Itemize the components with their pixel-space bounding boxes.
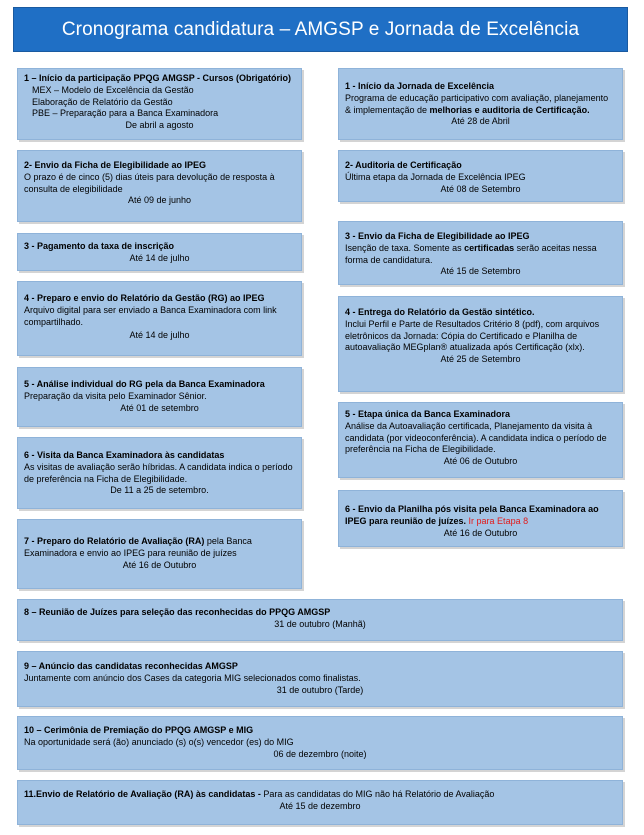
step-text	[345, 243, 616, 267]
step-line: MEX – Modelo de Excelência da Gestão	[32, 84, 194, 95]
right-step-3	[338, 221, 623, 285]
step-line: Elaboração de Relatório da Gestão	[32, 96, 173, 107]
step-heading: 4 - Preparo e envio do Relatório da Gestão (RG) ao IPEG	[24, 293, 265, 303]
step-date: 31 de outubro (Tarde)	[276, 684, 364, 695]
step-date: Até 01 de setembro	[120, 402, 199, 413]
step-text-part: Isenção de taxa. Somente as	[345, 242, 465, 253]
step-heading: 2- Auditoria de Certificação	[345, 160, 462, 170]
step-text	[24, 789, 616, 801]
step-heading: 8 – Reunião de Juízes para seleção das reconhecidas do PPQG AMGSP	[24, 607, 331, 617]
step-heading: 6 - Visita da Banca Examinadora às candidatas	[24, 450, 225, 460]
step-date: Até 16 de Outubro	[443, 527, 518, 538]
step-date: Até 15 de dezembro	[279, 800, 361, 811]
full-step-9	[17, 651, 623, 707]
left-step-1	[17, 68, 302, 140]
step-heading: 11.Envio de Relatório de Avaliação (RA) às candidatas -	[24, 789, 264, 799]
step-heading: 10 – Cerimônia de Premiação do PPQG AMGSP e MIG	[24, 725, 254, 735]
page-title-bar	[13, 7, 628, 52]
step-date: Até 25 de Setembro	[440, 354, 521, 365]
right-step-6	[338, 490, 623, 547]
left-step-4	[17, 281, 302, 356]
step-date: De 11 a 25 de setembro.	[110, 485, 209, 496]
step-text: Arquivo digital para ser enviado a Banca Examinadora com link compartilhado.	[24, 304, 277, 327]
step-line: PBE – Preparação para a Banca Examinadora	[32, 108, 219, 119]
step-date: Até 06 de Outubro	[443, 456, 518, 467]
step-text: Inclui Perfil e Parte de Resultados Critério 8 (pdf), com arquivos eletrônicos da Jornada: Cópia do Certificado e Planilha de autoavaliação MEGplan® atualizada após Certificação (xlx).	[345, 318, 600, 353]
step-heading: 4 - Entrega do Relatório da Gestão sintético.	[345, 307, 535, 317]
step-text: As visitas de avaliação serão híbridas. A candidata indica o período de preferência na Ficha de Elegibilidade.	[24, 461, 293, 484]
step-date: 06 de dezembro (noite)	[273, 748, 367, 759]
left-step-3	[17, 233, 302, 271]
left-step-6	[17, 437, 302, 509]
step-heading-rest: Para as candidatas do MIG não há Relatório de Avaliação	[263, 789, 495, 799]
right-step-2	[338, 150, 623, 202]
step-heading: 3 - Pagamento da taxa de inscrição	[24, 241, 175, 251]
step-text: O prazo é de cinco (5) dias úteis para devolução de resposta à consulta de elegibilidade	[24, 171, 275, 194]
step-text: Na oportunidade será (ão) anunciado (s) o(s) vencedor (es) do MIG	[24, 736, 294, 747]
step-heading: 6 - Envio da Planilha pós visita pela Banca Examinadora ao IPEG para reunião de juízes.	[345, 504, 599, 526]
step-text: Preparação da visita pelo Examinador Sênior.	[24, 390, 207, 401]
step-text-bold: certificadas	[464, 242, 515, 253]
right-step-5	[338, 402, 623, 478]
step-date: 31 de outubro (Manhã)	[274, 618, 366, 629]
step-heading: 1 - Início da Jornada de Excelência	[345, 81, 495, 91]
right-step-4	[338, 296, 623, 392]
step-text: Última etapa da Jornada de Excelência IPEG	[345, 171, 526, 182]
step-text-bold: melhorias e auditoria de Certificação.	[429, 104, 590, 115]
step-date: Até 08 de Setembro	[440, 183, 521, 194]
step-heading: 7 - Preparo do Relatório de Avaliação (RA)	[24, 536, 205, 546]
step-heading: 3 - Envio da Ficha de Elegibilidade ao IPEG	[345, 231, 530, 241]
page-title: Cronograma candidatura – AMGSP e Jornada de Excelência	[61, 18, 580, 40]
left-step-2	[17, 150, 302, 222]
step-heading-rest: pela Banca Examinadora e envio ao IPEG para reunião de juízes	[24, 536, 252, 558]
step-text: Análise da Autoavaliação certificada, Planejamento da visita à candidata (por videoconferência). A candidata indica o período de preferência na Ficha de Elegibilidade.	[345, 420, 607, 455]
step-date: Até 14 de julho	[129, 252, 190, 263]
step-date: Até 15 de Setembro	[440, 266, 521, 277]
step-note: Ir para Etapa 8	[466, 515, 529, 526]
step-heading: 9 – Anúncio das candidatas reconhecidas AMGSP	[24, 661, 238, 671]
step-heading: 5 - Etapa única da Banca Examinadora	[345, 409, 511, 419]
step-date: Até 09 de junho	[127, 195, 192, 206]
step-heading: 2- Envio da Ficha de Elegibilidade ao IPEG	[24, 160, 207, 170]
step-date: Até 16 de Outubro	[122, 559, 197, 570]
step-heading: 5 - Análise individual do RG pela da Banca Examinadora	[24, 379, 265, 389]
step-date: Até 28 de Abril	[451, 116, 510, 127]
step-text	[345, 93, 616, 117]
step-text	[24, 536, 295, 560]
full-step-8	[17, 599, 623, 641]
step-date: Até 14 de julho	[129, 330, 190, 341]
step-heading: 1 – Início da participação PPQG AMGSP - Cursos (Obrigatório)	[24, 73, 292, 83]
left-step-7	[17, 519, 302, 589]
step-date: De abril a agosto	[125, 120, 194, 131]
full-step-11	[17, 780, 623, 825]
full-step-10	[17, 716, 623, 770]
left-step-5	[17, 367, 302, 427]
step-text	[345, 504, 616, 528]
step-text-part: serão aceitas nessa forma de candidatura.	[345, 242, 597, 265]
right-step-1	[338, 68, 623, 140]
step-text-part: Programa de educação participativo com avaliação, planejamento & implementação de	[345, 92, 609, 115]
step-text: Juntamente com anúncio dos Cases da categoria MIG selecionados como finalistas.	[24, 672, 361, 683]
